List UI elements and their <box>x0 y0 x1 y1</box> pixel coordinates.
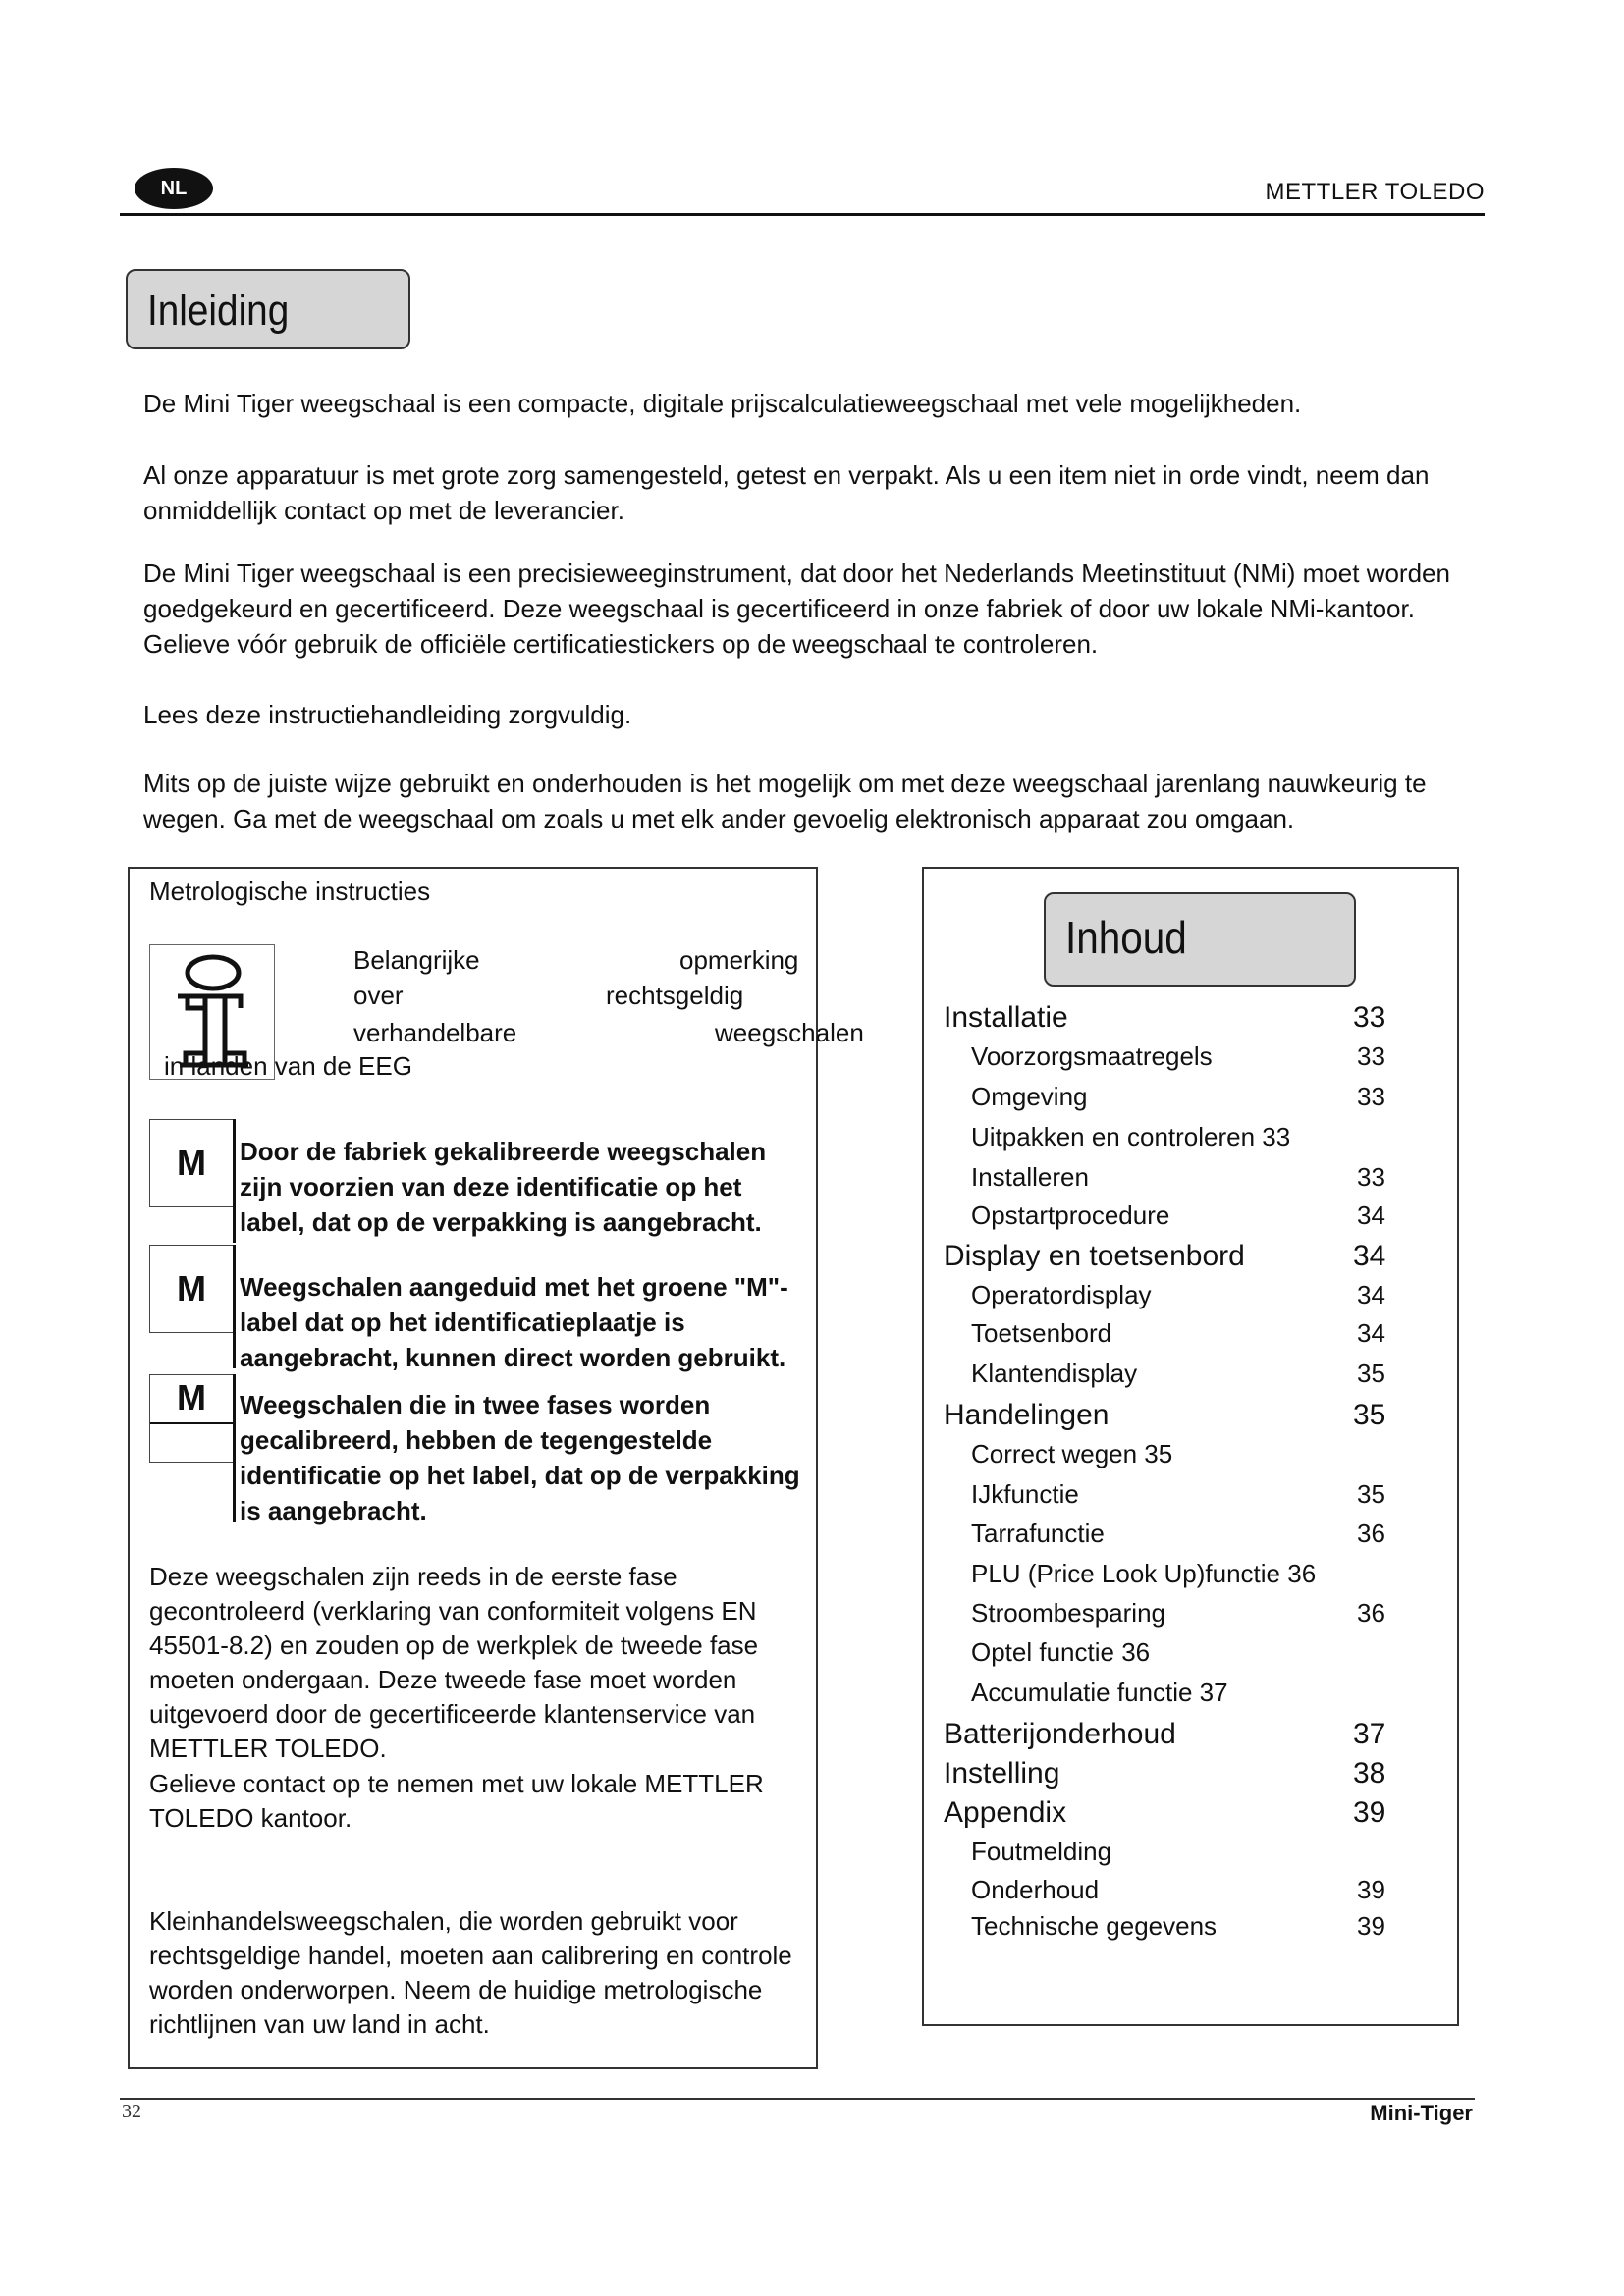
note-word: verhandelbare <box>353 1018 517 1047</box>
toc-entry-page: 38 <box>1353 1757 1386 1789</box>
toc-entry-label: PLU (Price Look Up)functie 36 <box>971 1559 1317 1588</box>
metrology-paragraph-1: Deze weegschalen zijn reeds in de eerste fase gecontroleerd (verklaring van conformiteit volgens EN 45501-8.2) en zouden op de werkplek de tweede fase moeten ondergaan. Deze tweede fase moet worden uitgevoerd door de gecertificeerde klantenservice van METTLER TOLEDO. <box>149 1562 759 1763</box>
metrology-paragraph-3: Kleinhandelsweegschalen, die worden gebruikt voor rechtsgeldige handel, moeten aan calibrering en controle worden onderworpen. Neem de huidige metrologische richtlijnen van uw land in acht. <box>149 1906 792 2039</box>
m-bar <box>233 1374 236 1522</box>
toc-entry-label: Opstartprocedure <box>971 1201 1170 1230</box>
toc-entry-label: Klantendisplay <box>971 1359 1138 1388</box>
intro-paragraph-5: Mits op de juiste wijze gebruikt en onderhouden is het mogelijk om met deze weegschaal jarenlang nauwkeurig te wegen. Ga met de weegschaal om zoals u met elk ander gevoelig elektronisch apparaat zou omgaan. <box>143 769 1427 833</box>
toc-entry-label: Uitpakken en controleren 33 <box>971 1122 1291 1151</box>
page-number: 32 <box>122 2101 141 2122</box>
toc-title: Inhoud <box>1065 912 1187 963</box>
toc-entry-label: Handelingen <box>944 1399 1110 1431</box>
toc-entry-page: 33 <box>1353 1001 1386 1034</box>
m-label-inverse-icon <box>149 1374 234 1463</box>
toc-entry-label: Foutmelding <box>971 1837 1112 1866</box>
section-title: Inleiding <box>147 287 290 335</box>
toc-entry-label: IJkfunctie <box>971 1479 1079 1509</box>
note-word: Belangrijke <box>353 945 480 975</box>
toc-entry-label: Batterijonderhoud <box>944 1718 1176 1750</box>
toc-entry-label: Omgeving <box>971 1082 1088 1111</box>
toc-entry-page: 39 <box>1357 1911 1385 1941</box>
toc-entry-page: 34 <box>1357 1318 1385 1348</box>
toc-entry-label: Stroombesparing <box>971 1598 1165 1628</box>
toc-entry-label: Accumulatie functie 37 <box>971 1678 1228 1707</box>
toc-entry-label: Technische gegevens <box>971 1911 1218 1941</box>
m-item-text-2: Weegschalen aangeduid met het groene "M"-label dat op het identificatieplaatje is aangebracht, kunnen direct worden gebruikt. <box>240 1272 788 1372</box>
toc-entry-label: Operatordisplay <box>971 1280 1152 1309</box>
m-label-icon: M <box>149 1245 234 1333</box>
toc-entry-label: Installeren <box>971 1162 1089 1192</box>
toc-entry-label: Tarrafunctie <box>971 1519 1105 1548</box>
intro-paragraph-3: De Mini Tiger weegschaal is een precisieweeginstrument, dat door het Nederlands Meetinstituut (NMi) moet worden goedgekeurd en gecertificeerd. Deze weegschaal is gecertificeerd in onze fabriek of door uw lokale NMi-kantoor. Gelieve vóór gebruik de officiële certificatiestickers op de weegschaal te controleren. <box>143 559 1450 659</box>
toc-entry-label: Instelling <box>944 1757 1060 1789</box>
toc-entry-page: 39 <box>1357 1875 1385 1904</box>
toc-entry-page: 36 <box>1357 1519 1385 1548</box>
toc-entry-label: Installatie <box>944 1001 1068 1034</box>
toc-entry-label: Correct wegen 35 <box>971 1439 1173 1468</box>
toc-entry-page: 33 <box>1357 1041 1385 1071</box>
toc-entry-page: 35 <box>1357 1479 1385 1509</box>
toc-entry-page: 34 <box>1357 1280 1385 1309</box>
m-label-letter: M <box>150 1373 233 1424</box>
metrology-heading: Metrologische instructies <box>149 877 431 906</box>
note-word: weegschalen <box>715 1018 864 1047</box>
toc-entry-page: 36 <box>1357 1598 1385 1628</box>
brand-name: METTLER TOLEDO <box>1265 179 1485 205</box>
toc-entry-page: 33 <box>1357 1082 1385 1111</box>
m-bar <box>233 1119 236 1243</box>
toc-entry-page: 34 <box>1353 1240 1386 1272</box>
m-label-icon: M <box>149 1119 234 1207</box>
toc-entry-label: Appendix <box>944 1796 1067 1829</box>
note-word: rechtsgeldig <box>606 981 744 1010</box>
footer-rule <box>120 2098 1475 2100</box>
toc-entry-label: Onderhoud <box>971 1875 1100 1904</box>
m-item-text-1: Door de fabriek gekalibreerde weegschalen zijn voorzien van deze identificatie op het label, dat op de verpakking is aangebracht. <box>240 1137 767 1237</box>
note-word: opmerking <box>679 945 799 975</box>
toc-entry-page: 39 <box>1353 1796 1386 1829</box>
m-bar <box>233 1245 236 1368</box>
toc-entry-page: 35 <box>1353 1399 1386 1431</box>
m-item-text-3: Weegschalen die in twee fases worden gecalibreerd, hebben de tegengestelde identificatie op het label, dat op de verpakking is aangebracht. <box>240 1390 800 1525</box>
intro-paragraph-4: Lees deze instructiehandleiding zorgvuldig. <box>143 700 632 729</box>
intro-paragraph-2: Al onze apparatuur is met grote zorg samengesteld, getest en verpakt. Als u een item niet in orde vindt, neem dan onmiddellijk contact op met de leverancier. <box>143 460 1430 525</box>
note-word: in landen van de EEG <box>164 1051 412 1081</box>
toc-entry-label: Optel functie 36 <box>971 1637 1151 1667</box>
toc-entry-label: Voorzorgsmaatregels <box>971 1041 1213 1071</box>
intro-paragraph-1: De Mini Tiger weegschaal is een compacte, digitale prijscalculatieweegschaal met vele mogelijkheden. <box>143 389 1302 418</box>
language-badge: NL <box>135 168 213 209</box>
toc-entry-page: 33 <box>1357 1162 1385 1192</box>
toc-entry-page: 34 <box>1357 1201 1385 1230</box>
toc-entry-page: 37 <box>1353 1718 1386 1750</box>
toc-entry-page: 35 <box>1357 1359 1385 1388</box>
footer-model-name: Mini-Tiger <box>1370 2101 1473 2125</box>
header-rule <box>120 213 1485 216</box>
toc-entry-label: Display en toetsenbord <box>944 1240 1245 1272</box>
metrology-paragraph-2: Gelieve contact op te nemen met uw lokale METTLER TOLEDO kantoor. <box>149 1769 764 1833</box>
note-word: over <box>353 981 404 1010</box>
toc-entry-label: Toetsenbord <box>971 1318 1112 1348</box>
